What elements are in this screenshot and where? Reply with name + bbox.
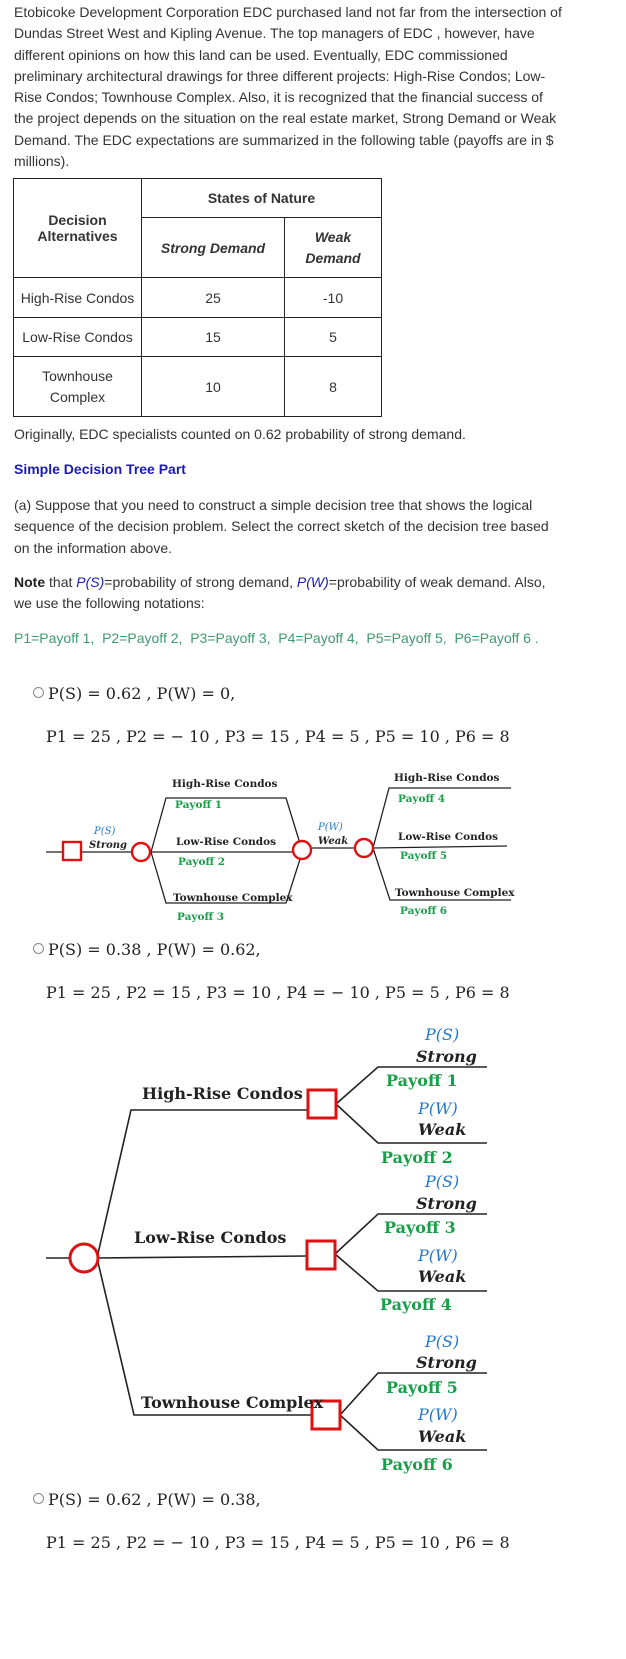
decision-alternatives-header: Decision Alternatives bbox=[14, 179, 142, 278]
tree1-pay-6: Payoff 6 bbox=[400, 905, 448, 917]
left-state-label: Strong bbox=[89, 840, 128, 851]
tree1-pay-3: Payoff 3 bbox=[177, 911, 225, 923]
prob-s-label: P(S) bbox=[425, 1332, 460, 1351]
option-2-payoffs: P1 = 25 , P2 = 15 , P3 = 10 , P4 = − 10 , P5 = 5 , P6 = 8 bbox=[46, 983, 510, 1002]
weak-demand-header: Weak Demand bbox=[285, 218, 382, 278]
chance-node bbox=[293, 841, 311, 859]
chance-node bbox=[132, 843, 150, 861]
option-1[interactable] bbox=[33, 684, 235, 703]
notation-p1: P1=Payoff 1 bbox=[14, 630, 91, 646]
notation-p3: P3=Payoff 3 bbox=[190, 630, 267, 646]
tree2-alt-2: Low-Rise Condos bbox=[134, 1228, 287, 1247]
table-row bbox=[14, 318, 382, 357]
prob-w-label: P(W) bbox=[418, 1405, 458, 1424]
radio-button[interactable] bbox=[33, 1493, 44, 1504]
original-probability-text: Originally, EDC specialists counted on 0.62 probability of strong demand. bbox=[14, 426, 466, 442]
decision-node bbox=[308, 1090, 336, 1118]
prob-w-label: P(W) bbox=[418, 1246, 458, 1265]
note-pw: P(W) bbox=[296, 574, 329, 590]
tree-edge bbox=[373, 846, 507, 848]
tree2-alt-3: Townhouse Complex bbox=[141, 1393, 324, 1412]
tree1-pay-1: Payoff 1 bbox=[175, 799, 223, 811]
weak-cell: 8 bbox=[285, 357, 382, 417]
notation-p2: P2=Payoff 2 bbox=[102, 630, 179, 646]
section-title: Simple Decision Tree Part bbox=[14, 461, 186, 477]
tree1-pay-4: Payoff 4 bbox=[398, 793, 446, 805]
decision-tree-2 bbox=[0, 1015, 626, 1495]
decision-tree-1 bbox=[0, 760, 626, 940]
payoff-6-label: Payoff 6 bbox=[381, 1455, 453, 1474]
prob-w-label: P(W) bbox=[418, 1099, 458, 1118]
prob-s-label: P(S) bbox=[425, 1172, 460, 1191]
table-row bbox=[14, 278, 382, 318]
tree-edge bbox=[97, 1258, 313, 1415]
strong-label: Strong bbox=[416, 1194, 477, 1213]
left-prob-label: P(S) bbox=[94, 826, 116, 837]
tree1-alt-2: Low-Rise Condos bbox=[176, 836, 276, 848]
notation-p4: P4=Payoff 4 bbox=[278, 630, 355, 646]
table-row bbox=[14, 357, 382, 417]
option-3-prob: P(S) = 0.62 , P(W) = 0.38, bbox=[48, 1490, 261, 1509]
tree-edge bbox=[97, 1256, 308, 1258]
mid-prob-label: P(W) bbox=[318, 822, 343, 833]
tree1-pay-2: Payoff 2 bbox=[178, 856, 226, 868]
tree2-alt-1: High-Rise Condos bbox=[142, 1084, 303, 1103]
alt-cell: Low-Rise Condos bbox=[14, 318, 142, 357]
option-1-prob: P(S) = 0.62 , P(W) = 0, bbox=[48, 684, 236, 703]
note-bold: Note bbox=[14, 574, 46, 590]
weak-cell: 5 bbox=[285, 318, 382, 357]
note-ps: P(S) bbox=[76, 574, 105, 590]
weak-label: Weak bbox=[418, 1120, 467, 1139]
note-text bbox=[14, 572, 559, 615]
strong-label: Strong bbox=[416, 1353, 477, 1372]
payoff-3-label: Payoff 3 bbox=[384, 1218, 456, 1237]
strong-label: Strong bbox=[416, 1047, 477, 1066]
intro-paragraph: Etobicoke Development Corporation EDC purchased land not far from the intersection of Dundas Street West and Kipling Avenue. The top managers of EDC , however, have different opinions on how this land can be used. Eventually, EDC commissioned preliminary architectural drawings for three different projects: High-Rise Condos; Low-Rise Condos; Townhouse Complex. Also, it is recognized that the financial success of the project depends on the situation on the real estate market, Strong Demand or Weak Demand. The EDC expectations are summarized in the following table (payoffs are in $ millions). bbox=[14, 4, 562, 170]
tree1-alt-1: High-Rise Condos bbox=[172, 778, 278, 790]
weak-cell: -10 bbox=[285, 278, 382, 318]
mid-state-label: Weak bbox=[318, 836, 349, 847]
option-3[interactable] bbox=[33, 1490, 261, 1509]
strong-cell: 15 bbox=[142, 318, 285, 357]
alt-cell: Townhouse Complex bbox=[14, 357, 142, 417]
chance-node bbox=[355, 839, 373, 857]
tree1-pay-5: Payoff 5 bbox=[400, 850, 448, 862]
tree1-alt-5: Low-Rise Condos bbox=[398, 831, 498, 843]
strong-cell: 25 bbox=[142, 278, 285, 318]
decision-node bbox=[63, 842, 81, 860]
option-2[interactable] bbox=[33, 940, 261, 959]
tree1-alt-3: Townhouse Complex bbox=[173, 892, 293, 904]
payoff-4-label: Payoff 4 bbox=[380, 1295, 452, 1314]
note-t2: =probability of strong demand, bbox=[104, 574, 297, 590]
strong-demand-header: Strong Demand bbox=[142, 218, 285, 278]
option-1-payoffs: P1 = 25 , P2 = − 10 , P3 = 15 , P4 = 5 , P5 = 10 , P6 = 8 bbox=[46, 727, 510, 746]
question-text: (a) Suppose that you need to construct a simple decision tree that shows the logical sequence of the decision problem. Select the correct sketch of the decision tree based on the information above. bbox=[14, 497, 549, 556]
note-t3: =probability of weak demand. Also, we use the following notations: bbox=[14, 574, 546, 612]
notation-p5: P5=Payoff 5 bbox=[366, 630, 443, 646]
prob-s-label: P(S) bbox=[425, 1025, 460, 1044]
decision-node bbox=[307, 1241, 335, 1269]
payoff-table bbox=[13, 178, 382, 417]
weak-label: Weak bbox=[418, 1427, 467, 1446]
tree1-alt-6: Townhouse Complex bbox=[395, 887, 515, 899]
option-3-payoffs: P1 = 25 , P2 = − 10 , P3 = 15 , P4 = 5 , P5 = 10 , P6 = 8 bbox=[46, 1533, 510, 1552]
notation-p6: P6=Payoff 6 bbox=[454, 630, 531, 646]
payoff-5-label: Payoff 5 bbox=[386, 1378, 458, 1397]
payoff-2-label: Payoff 2 bbox=[381, 1148, 453, 1167]
radio-button[interactable] bbox=[33, 687, 44, 698]
alt-cell: High-Rise Condos bbox=[14, 278, 142, 318]
payoff-1-label: Payoff 1 bbox=[386, 1071, 458, 1090]
note-t1: that bbox=[45, 574, 77, 590]
strong-cell: 10 bbox=[142, 357, 285, 417]
chance-node bbox=[70, 1244, 98, 1272]
states-of-nature-header: States of Nature bbox=[142, 179, 382, 218]
notation-line: P1=Payoff 1, P2=Payoff 2, P3=Payoff 3, P4=Payoff 4, P5=Payoff 5, P6=Payoff 6 . bbox=[14, 630, 539, 646]
tree1-alt-4: High-Rise Condos bbox=[394, 772, 500, 784]
weak-label: Weak bbox=[418, 1267, 467, 1286]
option-2-prob: P(S) = 0.38 , P(W) = 0.62, bbox=[48, 940, 261, 959]
radio-button[interactable] bbox=[33, 943, 44, 954]
